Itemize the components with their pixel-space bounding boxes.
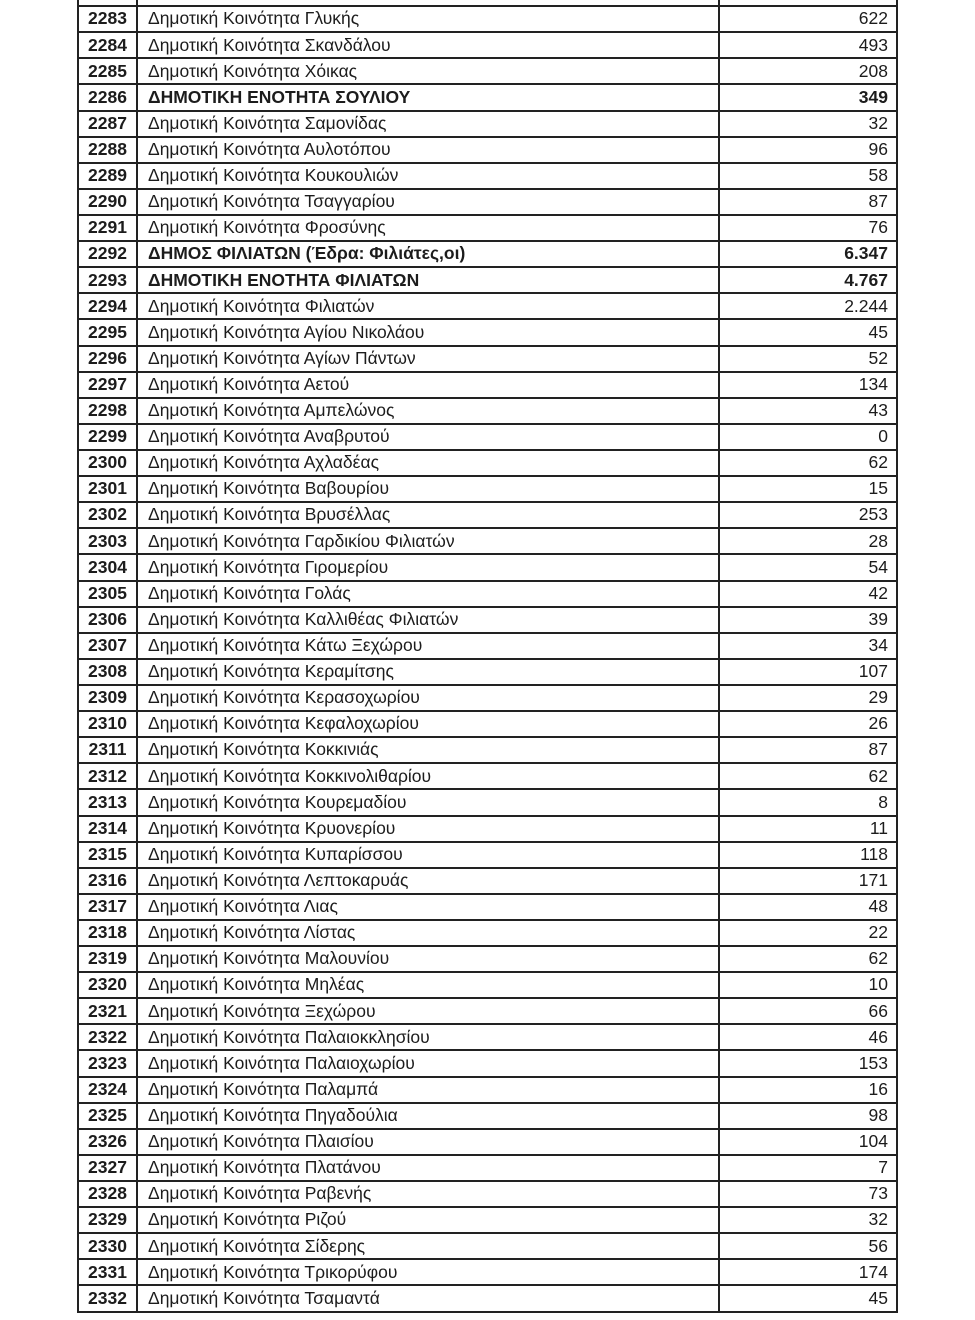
table-row: [79, 1130, 896, 1156]
table-row: [79, 582, 896, 608]
row-id-cell: 2300: [79, 451, 138, 475]
municipality-name-cell: Δημοτική Κοινότητα Αυλοτόπου: [138, 138, 720, 162]
table-row: [79, 712, 896, 738]
row-id-cell: 2329: [79, 1208, 138, 1232]
population-value-cell: 98: [868, 1105, 888, 1125]
table-row: [79, 608, 896, 634]
table-row: [79, 1078, 896, 1104]
table-row: [79, 503, 896, 529]
municipality-name-cell: Δημοτική Κοινότητα Αγίου Νικολάου: [138, 320, 720, 344]
municipality-name-cell: Δημοτική Κοινότητα Φροσύνης: [138, 216, 720, 240]
population-value-cell: 32: [868, 112, 888, 133]
row-id-cell: 2292: [79, 242, 138, 266]
table-row: [79, 1286, 896, 1312]
table-row: [79, 1208, 896, 1234]
table-row: [79, 59, 896, 85]
population-value-cell: 62: [868, 765, 888, 786]
population-value-cell: 22: [868, 922, 888, 943]
municipality-name-cell: Δημοτική Κοινότητα Πλαισίου: [138, 1130, 720, 1154]
municipality-name-cell: Δημοτική Κοινότητα Πλατάνου: [138, 1156, 720, 1180]
table-row: [79, 869, 896, 895]
table-row: [79, 268, 896, 294]
table-row: [79, 660, 896, 686]
municipality-name-cell: Δημοτική Κοινότητα Χόικας: [138, 59, 720, 83]
table-row: [79, 895, 896, 921]
row-id-cell: 2305: [79, 582, 138, 606]
row-id-cell: 2307: [79, 634, 138, 658]
table-row: [79, 1182, 896, 1208]
municipality-name-cell: Δημοτική Κοινότητα Ραβενής: [138, 1182, 720, 1206]
population-table: [77, 0, 898, 1313]
population-value-cell: 87: [868, 739, 888, 760]
table-row: [79, 7, 896, 33]
population-value-cell: 0: [878, 426, 888, 447]
row-id-cell: 2293: [79, 268, 138, 292]
population-value-cell: 87: [868, 191, 888, 212]
table-row: [79, 686, 896, 712]
municipality-name-cell: Δημοτική Κοινότητα Φιλιατών: [138, 294, 720, 318]
table-row: [79, 529, 896, 555]
population-value-cell: 32: [868, 1209, 888, 1230]
table-row: [79, 1260, 896, 1286]
table-row: [79, 1156, 896, 1182]
population-value-cell: 73: [868, 1183, 888, 1204]
table-row: [79, 947, 896, 973]
municipality-name-cell: Δημοτική Κοινότητα Παλαιοκκλησίου: [138, 1025, 720, 1049]
population-value-cell: 66: [868, 1000, 888, 1021]
municipality-name-cell: ΔΗΜΟΤΙΚΗ ΕΝΟΤΗΤΑ ΦΙΛΙΑΤΩΝ: [138, 268, 720, 292]
municipality-name-cell: Δημοτική Κοινότητα Γολάς: [138, 582, 720, 606]
population-value-cell: 6.347: [844, 243, 888, 264]
municipality-name-cell: Δημοτική Κοινότητα Τσαγγαρίου: [138, 190, 720, 214]
municipality-name-cell: Δημοτική Κοινότητα Κουρεμαδίου: [138, 790, 720, 814]
population-value-cell: 4.767: [844, 269, 888, 290]
population-value-cell: 493: [858, 34, 888, 55]
table-row: [79, 843, 896, 869]
population-value-cell: 16: [868, 1078, 888, 1099]
municipality-name-cell: Δημοτική Κοινότητα Τρικορύφου: [138, 1260, 720, 1284]
table-row: [79, 1025, 896, 1051]
population-value-cell: 174: [858, 1261, 888, 1282]
table-row: [79, 138, 896, 164]
municipality-name-cell: Δημοτική Κοινότητα Τσαμαντά: [138, 1286, 720, 1310]
municipality-name-cell: Δημοτική Κοινότητα Κουκουλιών: [138, 164, 720, 188]
row-id-cell: [79, 0, 138, 5]
row-id-cell: 2291: [79, 216, 138, 240]
municipality-name-cell: Δημοτική Κοινότητα Αγίων Πάντων: [138, 347, 720, 371]
table-row: [79, 190, 896, 216]
row-id-cell: 2317: [79, 895, 138, 919]
row-id-cell: 2296: [79, 347, 138, 371]
table-row: [79, 1104, 896, 1130]
table-row: [79, 33, 896, 59]
population-value-cell: 208: [858, 60, 888, 81]
row-id-cell: 2289: [79, 164, 138, 188]
population-value-cell: 58: [868, 165, 888, 186]
municipality-name-cell: Δημοτική Κοινότητα Κοκκινιάς: [138, 738, 720, 762]
population-value-cell: 622: [858, 8, 888, 29]
municipality-name-cell: Δημοτική Κοινότητα Γαρδικίου Φιλιατών: [138, 529, 720, 553]
population-value-cell: 96: [868, 138, 888, 159]
table-row: [79, 347, 896, 373]
municipality-name-cell: Δημοτική Κοινότητα Κρυονερίου: [138, 817, 720, 841]
table-row: [79, 112, 896, 138]
table-row: [79, 973, 896, 999]
table-row: [79, 399, 896, 425]
municipality-name-cell: Δημοτική Κοινότητα Βρυσέλλας: [138, 503, 720, 527]
table-row: [79, 294, 896, 320]
table-row: [79, 1051, 896, 1077]
table-row: [79, 373, 896, 399]
municipality-name-cell: ΔΗΜΟΣ ΦΙΛΙΑΤΩΝ (Έδρα: Φιλιάτες,οι): [138, 242, 720, 266]
row-id-cell: 2319: [79, 947, 138, 971]
municipality-name-cell: Δημοτική Κοινότητα Πηγαδούλια: [138, 1104, 720, 1128]
population-value-cell: 62: [868, 452, 888, 473]
row-id-cell: 2321: [79, 999, 138, 1023]
municipality-name-cell: Δημοτική Κοινότητα Γλυκής: [138, 7, 720, 31]
row-id-cell: 2326: [79, 1130, 138, 1154]
population-value-cell: 118: [860, 843, 888, 864]
population-value-cell: 7: [878, 1157, 888, 1178]
population-value-cell: 34: [868, 635, 888, 656]
municipality-name-cell: Δημοτική Κοινότητα Σίδερης: [138, 1234, 720, 1258]
population-value-cell: 45: [868, 1287, 888, 1308]
municipality-name-cell: Δημοτική Κοινότητα Μαλουνίου: [138, 947, 720, 971]
population-value-cell: 11: [869, 817, 888, 838]
population-value-cell: 153: [858, 1052, 888, 1073]
row-id-cell: 2308: [79, 660, 138, 684]
population-value-cell: 26: [868, 713, 888, 734]
municipality-name-cell: Δημοτική Κοινότητα Μηλέας: [138, 973, 720, 997]
table-row: [79, 921, 896, 947]
population-value-cell: 15: [868, 478, 888, 499]
population-value-cell: 29: [868, 687, 888, 708]
table-row: [79, 164, 896, 190]
table-row: [79, 555, 896, 581]
row-id-cell: 2328: [79, 1182, 138, 1206]
population-value-cell: 107: [858, 661, 888, 682]
row-id-cell: 2283: [79, 7, 138, 31]
population-value-cell: 8: [878, 791, 888, 812]
row-id-cell: 2285: [79, 59, 138, 83]
row-id-cell: 2287: [79, 112, 138, 136]
population-value-cell: 48: [868, 896, 888, 917]
table-row: [79, 764, 896, 790]
population-value-cell: 2.244: [844, 295, 888, 316]
municipality-name-cell: Δημοτική Κοινότητα Κοκκινολιθαρίου: [138, 764, 720, 788]
population-value-cell: 349: [858, 86, 888, 107]
table-row: [79, 999, 896, 1025]
row-id-cell: 2327: [79, 1156, 138, 1180]
municipality-name-cell: Δημοτική Κοινότητα Βαβουρίου: [138, 477, 720, 501]
municipality-name-cell: Δημοτική Κοινότητα Αμπελώνος: [138, 399, 720, 423]
row-id-cell: 2301: [79, 477, 138, 501]
population-value-cell: 10: [868, 974, 888, 995]
population-value-cell: 134: [858, 373, 888, 394]
row-id-cell: 2306: [79, 608, 138, 632]
row-id-cell: 2299: [79, 425, 138, 449]
row-id-cell: 2312: [79, 764, 138, 788]
municipality-name-cell: Δημοτική Κοινότητα Κυπαρίσσου: [138, 843, 720, 867]
municipality-name-cell: Δημοτική Κοινότητα Λίστας: [138, 921, 720, 945]
row-id-cell: 2315: [79, 843, 138, 867]
row-id-cell: 2304: [79, 555, 138, 579]
row-id-cell: 2316: [79, 869, 138, 893]
table-row: [79, 242, 896, 268]
row-id-cell: 2332: [79, 1286, 138, 1310]
municipality-name-cell: Δημοτική Κοινότητα Κεφαλοχωρίου: [138, 712, 720, 736]
row-id-cell: 2324: [79, 1078, 138, 1102]
clipped-row: [79, 0, 896, 7]
table-row: [79, 425, 896, 451]
population-value-cell: 43: [868, 400, 888, 421]
population-value-cell: 54: [868, 556, 888, 577]
row-id-cell: 2313: [79, 790, 138, 814]
table-row: [79, 85, 896, 111]
row-id-cell: 2295: [79, 320, 138, 344]
row-id-cell: 2302: [79, 503, 138, 527]
population-value-cell: [720, 0, 896, 5]
row-id-cell: 2325: [79, 1104, 138, 1128]
row-id-cell: 2288: [79, 138, 138, 162]
population-value-cell: 45: [868, 321, 888, 342]
row-id-cell: 2297: [79, 373, 138, 397]
population-value-cell: 46: [868, 1026, 888, 1047]
table-row: [79, 477, 896, 503]
municipality-name-cell: Δημοτική Κοινότητα Λιας: [138, 895, 720, 919]
population-value-cell: 28: [868, 530, 888, 551]
row-id-cell: 2331: [79, 1260, 138, 1284]
table-row: [79, 1234, 896, 1260]
municipality-name-cell: Δημοτική Κοινότητα Λεπτοκαρυάς: [138, 869, 720, 893]
population-value-cell: 42: [868, 582, 888, 603]
row-id-cell: 2322: [79, 1025, 138, 1049]
row-id-cell: 2310: [79, 712, 138, 736]
municipality-name-cell: Δημοτική Κοινότητα Σαμονίδας: [138, 112, 720, 136]
row-id-cell: 2286: [79, 85, 138, 109]
population-value-cell: 76: [868, 217, 888, 238]
municipality-name-cell: Δημοτική Κοινότητα Κεραμίτσης: [138, 660, 720, 684]
row-id-cell: 2323: [79, 1051, 138, 1075]
row-id-cell: 2290: [79, 190, 138, 214]
row-id-cell: 2298: [79, 399, 138, 423]
row-id-cell: 2284: [79, 33, 138, 57]
row-id-cell: 2294: [79, 294, 138, 318]
table-row: [79, 790, 896, 816]
municipality-name-cell: Δημοτική Κοινότητα Ριζού: [138, 1208, 720, 1232]
municipality-name-cell: Δημοτική Κοινότητα Παλαμπά: [138, 1078, 720, 1102]
municipality-name-cell: ΔΗΜΟΤΙΚΗ ΕΝΟΤΗΤΑ ΣΟΥΛΙΟΥ: [138, 85, 720, 109]
population-value-cell: 39: [868, 608, 888, 629]
municipality-name-cell: Δημοτική Κοινότητα Αναβρυτού: [138, 425, 720, 449]
row-id-cell: 2314: [79, 817, 138, 841]
row-id-cell: 2318: [79, 921, 138, 945]
municipality-name-cell: Δημοτική Κοινότητα Αετού: [138, 373, 720, 397]
table-row: [79, 634, 896, 660]
population-value-cell: 171: [858, 870, 888, 891]
table-row: [79, 738, 896, 764]
table-row: [79, 320, 896, 346]
population-value-cell: 52: [868, 347, 888, 368]
population-value-cell: 56: [868, 1235, 888, 1256]
row-id-cell: 2309: [79, 686, 138, 710]
municipality-name-cell: Δημοτική Κοινότητα Γιρομερίου: [138, 555, 720, 579]
municipality-name-cell: Δημοτική Κοινότητα Παλαιοχωρίου: [138, 1051, 720, 1075]
municipality-name-cell: Δημοτική Κοινότητα Κάτω Ξεχώρου: [138, 634, 720, 658]
table-row: [79, 451, 896, 477]
population-value-cell: 253: [858, 504, 888, 525]
municipality-name-cell: [138, 0, 720, 5]
row-id-cell: 2320: [79, 973, 138, 997]
row-id-cell: 2330: [79, 1234, 138, 1258]
municipality-name-cell: Δημοτική Κοινότητα Καλλιθέας Φιλιατών: [138, 608, 720, 632]
population-value-cell: 104: [858, 1131, 888, 1152]
row-id-cell: 2303: [79, 529, 138, 553]
table-row: [79, 216, 896, 242]
municipality-name-cell: Δημοτική Κοινότητα Σκανδάλου: [138, 33, 720, 57]
table-row: [79, 817, 896, 843]
municipality-name-cell: Δημοτική Κοινότητα Κερασοχωρίου: [138, 686, 720, 710]
row-id-cell: 2311: [79, 738, 138, 762]
population-value-cell: 62: [868, 948, 888, 969]
municipality-name-cell: Δημοτική Κοινότητα Ξεχώρου: [138, 999, 720, 1023]
municipality-name-cell: Δημοτική Κοινότητα Αχλαδέας: [138, 451, 720, 475]
